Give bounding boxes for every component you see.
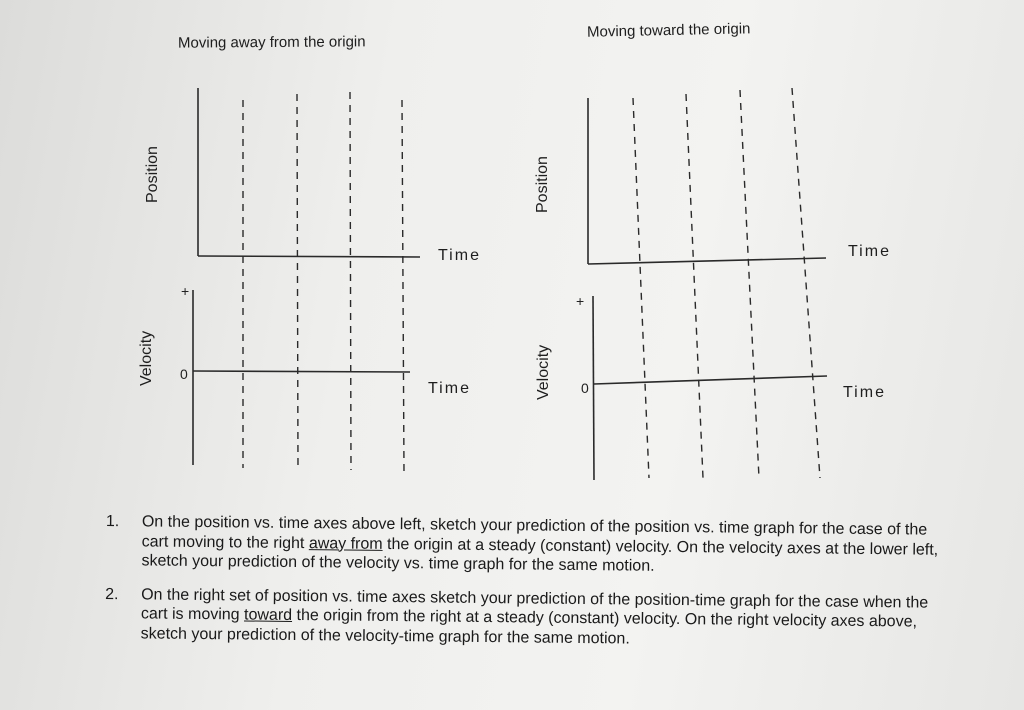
right-position-x-axis bbox=[588, 258, 826, 264]
right-velocity-zero-tick: 0 bbox=[581, 380, 589, 396]
right-velocity-axis-label: Velocity bbox=[535, 344, 552, 400]
left-position-x-axis bbox=[198, 256, 420, 257]
question-1-emphasis: away from bbox=[308, 534, 383, 553]
left-velocity-zero-tick: 0 bbox=[180, 366, 188, 382]
question-1-text: On the position vs. time axes above left, sketch your prediction of the position vs. time graph for the case of the cart moving to the right away from the origin at a steady (constant) velocity. On the velocity axes at the lower left, sketch your prediction of the velocity vs. time graph for the same motion. bbox=[141, 513, 939, 575]
question-1 bbox=[105, 512, 958, 579]
right-velocity-time-label: Time bbox=[843, 384, 886, 401]
heading-moving-toward: Moving toward the origin bbox=[586, 20, 751, 41]
left-position-axis-label: Position bbox=[144, 146, 161, 203]
left-velocity-time-label: Time bbox=[428, 380, 471, 397]
right-velocity-x-axis bbox=[594, 376, 827, 384]
left-velocity-x-axis bbox=[193, 371, 410, 372]
left-velocity-plus-tick: + bbox=[181, 283, 190, 299]
question-1-number: 1. bbox=[105, 512, 120, 531]
left-velocity-axis-label: Velocity bbox=[138, 330, 155, 386]
question-2 bbox=[105, 584, 958, 651]
right-dashed-guides bbox=[633, 88, 820, 478]
left-dashed-guides bbox=[243, 92, 404, 473]
left-position-time-label: Time bbox=[438, 247, 481, 264]
right-velocity-plus-tick: + bbox=[576, 293, 585, 309]
question-2-number: 2. bbox=[105, 585, 119, 603]
heading-moving-away: Moving away from the origin bbox=[177, 33, 366, 52]
question-2-text: On the right set of position vs. time axes sketch your prediction of the position-time graph for the case when the cart is moving toward the origin from the right at a steady (constant) velocity. On the right velocity axes above, sketch your prediction of the velocity-time graph for the same motion. bbox=[140, 585, 929, 647]
right-velocity-y-axis bbox=[593, 296, 594, 480]
question-2-emphasis: toward bbox=[243, 606, 293, 624]
question-list bbox=[104, 512, 957, 666]
right-position-axis-label: Position bbox=[534, 156, 551, 213]
right-position-time-label: Time bbox=[848, 243, 891, 260]
